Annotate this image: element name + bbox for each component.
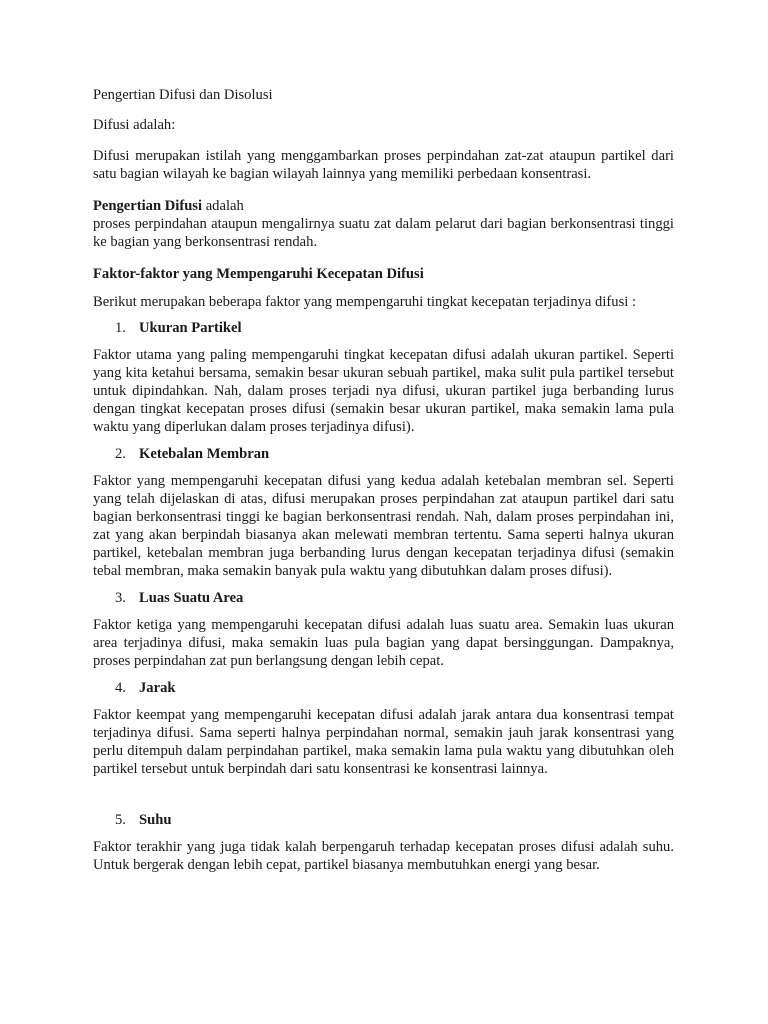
factor-number: 4. <box>115 680 126 696</box>
factor-heading <box>93 679 674 697</box>
definition-suffix: adalah <box>202 198 244 214</box>
factor-body: Faktor keempat yang mempengaruhi kecepatan difusi adalah jarak antara dua konsentrasi tempat terjadinya difusi. Sama seperti halnya perpindahan normal, semakin jauh jarak konsentrasi yang perlu ditempuh dalam perpindahan partikel, maka semakin lama pula waktu yang dibutuhkan oleh partikel tersebut untuk berpindah dari satu konsentrasi ke konsentrasi lainnya. <box>93 707 674 777</box>
factor-body: Faktor utama yang paling mempengaruhi tingkat kecepatan difusi adalah ukuran partikel. Seperti yang kita ketahui bersama, semakin besar ukuran sebuah partikel, maka sulit pula partikel tersebut untuk dipindahkan. Nah, dalam proses terjadi nya difusi, ukuran partikel juga berbanding lurus dengan tingkat kecepatan proses difusi (semakin besar ukuran partikel, maka semakin lama pula waktu yang diperlukan dalam proses terjadinya difusi). <box>93 347 674 435</box>
factor-item-3 <box>93 589 674 670</box>
factor-title: Ketebalan Membran <box>139 446 270 462</box>
definition-text: proses perpindahan ataupun mengalirnya suatu zat dalam pelarut dari bagian berkonsentrasi tinggi ke bagian yang berkonsentrasi rendah. <box>93 216 674 250</box>
factor-title: Suhu <box>139 812 172 828</box>
factor-item-1 <box>93 319 674 436</box>
factor-item-2 <box>93 445 674 580</box>
factor-body: Faktor ketiga yang mempengaruhi kecepatan difusi adalah luas suatu area. Semakin luas ukuran area terjadinya difusi, maka semakin luas pula bagian yang dapat bersinggungan. Dampaknya, proses perpindahan zat pun berlangsung dengan lebih cepat. <box>93 617 674 669</box>
definition-term: Pengertian Difusi <box>93 198 203 214</box>
factor-title: Ukuran Partikel <box>139 320 242 336</box>
definition-block <box>93 197 674 251</box>
factor-number: 1. <box>115 320 126 336</box>
factor-number: 3. <box>115 590 126 606</box>
factor-item-5 <box>93 811 674 874</box>
factor-title: Luas Suatu Area <box>139 590 244 606</box>
definition-heading <box>93 197 674 215</box>
factor-heading <box>93 811 674 829</box>
factor-heading <box>93 319 674 337</box>
document-subtitle: Difusi adalah: <box>93 117 176 133</box>
factor-item-4 <box>93 679 674 778</box>
factor-number: 2. <box>115 446 126 462</box>
blank-spacer <box>93 787 674 811</box>
factors-heading: Faktor-faktor yang Mempengaruhi Kecepatan Difusi <box>93 266 424 282</box>
factor-body: Faktor terakhir yang juga tidak kalah berpengaruh terhadap kecepatan proses difusi adalah suhu. Untuk bergerak dengan lebih cepat, partikel biasanya membutuhkan energi yang besar. <box>93 839 674 873</box>
factor-title: Jarak <box>139 680 176 696</box>
document-content <box>93 86 674 883</box>
factor-number: 5. <box>115 812 126 828</box>
factor-heading <box>93 589 674 607</box>
factors-intro: Berikut merupakan beberapa faktor yang mempengaruhi tingkat kecepatan terjadinya difusi : <box>93 294 637 310</box>
document-title: Pengertian Difusi dan Disolusi <box>93 87 273 103</box>
factor-heading <box>93 445 674 463</box>
factor-body: Faktor yang mempengaruhi kecepatan difusi yang kedua adalah ketebalan membran sel. Seperti yang telah dijelaskan di atas, difusi merupakan proses perpindahan zat ataupun partikel dari satu bagian berkonsentrasi tinggi ke bagian berkonsentrasi rendah. Nah, dalam proses perpindahan ini, zat yang akan berpindah biasanya akan melewati membran tertentu. Sama seperti halnya ukuran partikel, ketebalan membran juga berbanding lurus dengan kecepatan terjadinya difusi (semakin tebal membran, maka semakin banyak pula waktu yang dibutuhkan dalam proses difusi). <box>93 473 674 579</box>
intro-paragraph: Difusi merupakan istilah yang menggambarkan proses perpindahan zat-zat ataupun partikel dari satu bagian wilayah ke bagian wilayah lainnya yang memiliki perbedaan konsentrasi. <box>93 148 674 182</box>
